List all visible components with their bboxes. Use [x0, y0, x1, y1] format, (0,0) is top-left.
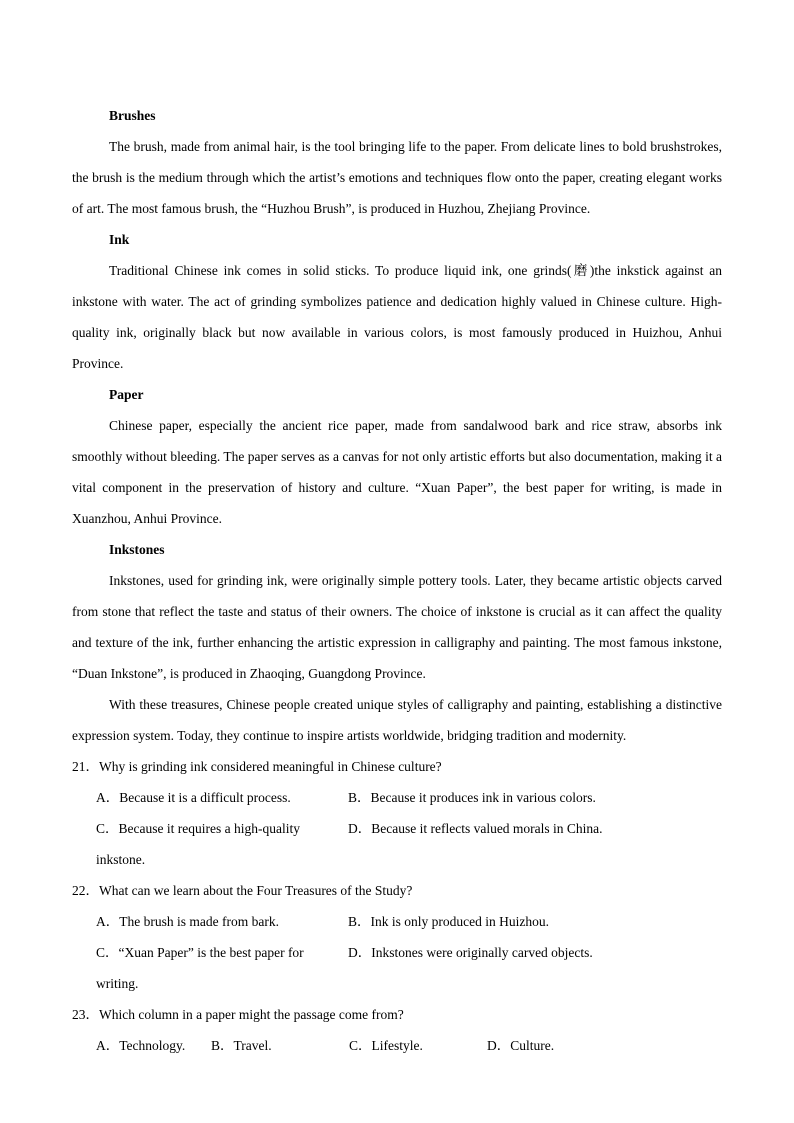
section-heading-paper: Paper — [109, 387, 144, 402]
document-page — [72, 100, 722, 1061]
question-22-option-b: B．Ink is only produced in Huizhou. — [348, 914, 549, 929]
question-22-option-c: C．“Xuan Paper” is the best paper for writing. — [96, 945, 304, 991]
closing-paragraph: With these treasures, Chinese people created unique styles of calligraphy and painting, establishing a distinctive expression system. Today, they continue to inspire artists worldwide, bridging tradition and modernity. — [72, 697, 722, 743]
question-21-stem: 21．Why is grinding ink considered meaningful in Chinese culture? — [72, 759, 442, 774]
question-22-options-row-1 — [72, 906, 722, 937]
question-21-option-a: A．Because it is a difficult process. — [96, 790, 291, 805]
question-23-stem: 23．Which column in a paper might the passage come from? — [72, 1007, 404, 1022]
question-21-options-row-2 — [72, 813, 722, 875]
section-text-ink: Traditional Chinese ink comes in solid sticks. To produce liquid ink, one grinds(磨)the inkstick against an inkstone with water. The act of grinding symbolizes patience and dedication highly valued in Chinese culture. High-quality ink, originally black but now available in various colors, is most famously produced in Huizhou, Anhui Province. — [72, 263, 722, 371]
section-heading-ink: Ink — [109, 232, 130, 247]
section-text-inkstones: Inkstones, used for grinding ink, were originally simple pottery tools. Later, they became artistic objects carved from stone that reflect the taste and status of their owners. The choice of inkstone is crucial as it can affect the quality and texture of the ink, further enhancing the artistic expression in calligraphy and painting. The most famous inkstone, “Duan Inkstone”, is produced in Zhaoqing, Guangdong Province. — [72, 573, 722, 681]
question-23-option-c: C．Lifestyle. — [349, 1038, 423, 1053]
question-21-option-b: B．Because it produces ink in various colors. — [348, 790, 596, 805]
question-22-stem: 22．What can we learn about the Four Treasures of the Study? — [72, 883, 413, 898]
question-21-option-c: C．Because it requires a high-quality inkstone. — [96, 821, 300, 867]
section-text-brushes: The brush, made from animal hair, is the tool bringing life to the paper. From delicate lines to bold brushstrokes, the brush is the medium through which the artist’s emotions and techniques flow onto the paper, creating elegant works of art. The most famous brush, the “Huzhou Brush”, is produced in Huzhou, Zhejiang Province. — [72, 139, 722, 216]
section-heading-brushes: Brushes — [109, 108, 156, 123]
question-21-options-row-1 — [72, 782, 722, 813]
section-text-paper: Chinese paper, especially the ancient rice paper, made from sandalwood bark and rice straw, absorbs ink smoothly without bleeding. The paper serves as a canvas for not only artistic efforts but also documentation, making it a vital component in the preservation of history and culture. “Xuan Paper”, the best paper for writing, is made in Xuanzhou, Anhui Province. — [72, 418, 722, 526]
question-23-option-d: D．Culture. — [487, 1038, 555, 1053]
question-23-option-a: A．Technology. — [96, 1038, 186, 1053]
section-heading-inkstones: Inkstones — [109, 542, 165, 557]
question-22-option-a: A．The brush is made from bark. — [96, 914, 279, 929]
question-22-options-row-2 — [72, 937, 722, 999]
question-23-options-row — [72, 1030, 722, 1061]
question-22-option-d: D．Inkstones were originally carved objects. — [348, 945, 593, 960]
question-23-option-b: B．Travel. — [211, 1038, 272, 1053]
question-21-option-d: D．Because it reflects valued morals in China. — [348, 821, 603, 836]
